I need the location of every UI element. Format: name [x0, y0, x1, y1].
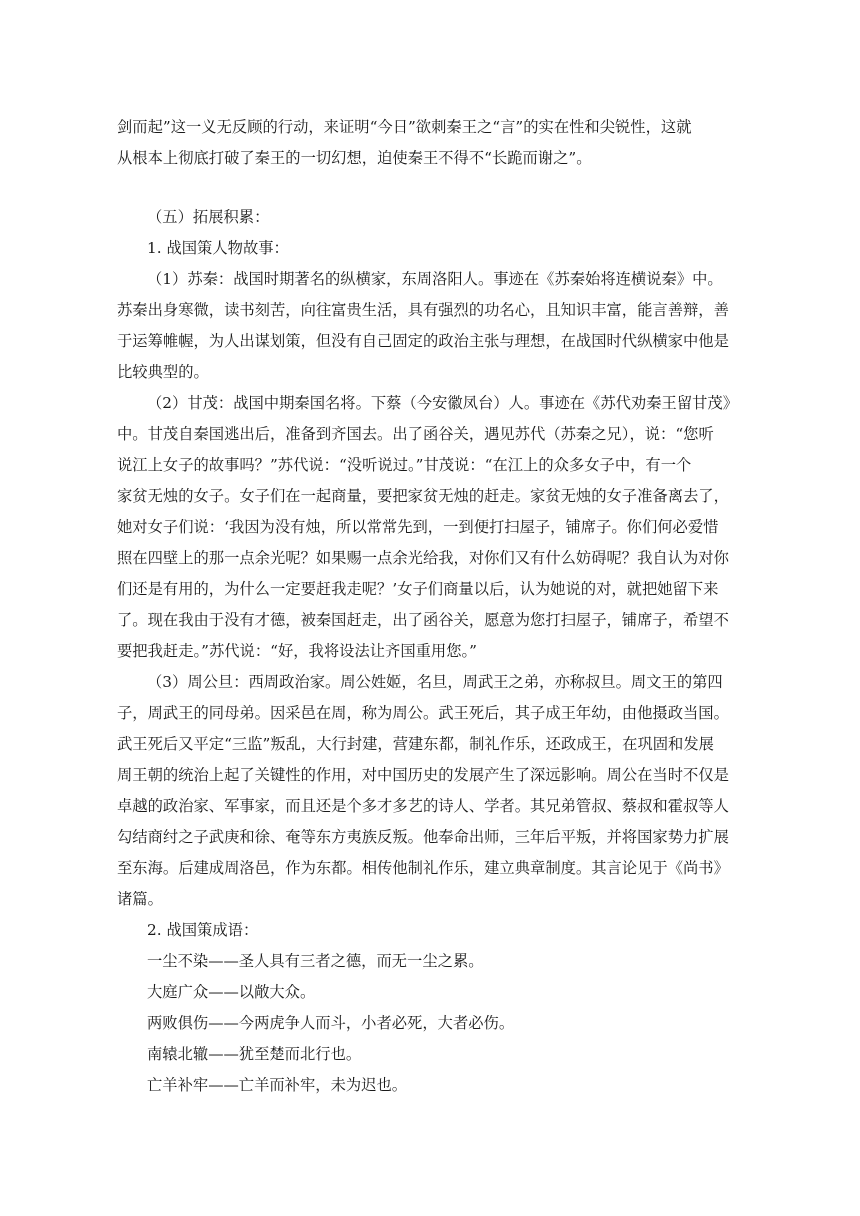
text-line: 苏秦出身寒微，读书刻苦，向往富贵生活，具有强烈的功名心，且知识丰富，能言善辩，善: [117, 301, 729, 319]
text-line: 要把我赶走。”苏代说：“好，我将设法让齐国重用您。”: [117, 642, 477, 660]
text-line: 剑而起”这一义无反顾的行动，来证明“今日”欲刺秦王之“言”的实在性和尖锐性，这就: [117, 118, 692, 136]
text-line: （五）拓展积累：: [147, 208, 270, 226]
paragraph-gap: [117, 174, 745, 202]
text-line: 卓越的政治家、军事家，而且还是个多才多艺的诗人、学者。其兄弟管叔、蔡叔和霍叔等人: [117, 797, 729, 815]
text-line: 至东海。后建成周洛邑，作为东都。相传他制礼作乐，建立典章制度。其言论见于《尚书》: [117, 859, 729, 877]
text-line: 于运筹帷幄，为人出谋划策，但没有自己固定的政治主张与理想，在战国时代纵横家中他是: [117, 332, 729, 350]
text-line: 说江上女子的故事吗？”苏代说：“没听说过。”甘茂说：“在江上的众多女子中，有一个: [117, 456, 692, 474]
text-line: 她对女子们说：‘我因为没有烛，所以常常先到，一到便打扫屋子，铺席子。你们何必爱惜: [117, 518, 719, 536]
text-line: 两败俱伤——今两虎争人而斗，小者必死，大者必伤。: [147, 1014, 515, 1032]
text-line: 大庭广众——以敞大众。: [147, 983, 316, 1001]
text-line: （3）周公旦：西周政治家。周公姓姬，名旦，周武王之弟，亦称叔旦。周文王的第四: [147, 673, 723, 691]
text-line: 照在四壁上的那一点余光呢？如果赐一点余光给我，对你们又有什么妨碍呢？我自认为对你: [117, 549, 729, 567]
text-line: 诸篇。: [117, 890, 163, 908]
text-line: 一尘不染——圣人具有三者之德，而无一尘之累。: [147, 952, 484, 970]
text-line: （1）苏秦：战国时期著名的纵横家，东周洛阳人。事迹在《苏秦始将连横说秦》中。: [147, 270, 723, 288]
text-line: 勾结商纣之子武庚和徐、奄等东方夷族反叛。他奉命出师，三年后平叛，并将国家势力扩展: [117, 828, 729, 846]
text-line: 了。现在我由于没有才德，被秦国赶走，出了函谷关，愿意为您打扫屋子，铺席子，希望不: [117, 611, 729, 629]
text-line: （2）甘茂：战国中期秦国名将。下蔡（今安徽凤台）人。事迹在《苏代劝秦王留甘茂》: [147, 394, 739, 412]
text-line: 家贫无烛的女子。女子们在一起商量，要把家贫无烛的赶走。家贫无烛的女子准备离去了，: [117, 487, 729, 505]
text-line: 周王朝的统治上起了关键性的作用，对中国历史的发展产生了深远影响。周公在当时不仅是: [117, 766, 729, 784]
text-line: 从根本上彻底打破了秦王的一切幻想，迫使秦王不得不“长跪而谢之”。: [117, 149, 592, 167]
text-line: 1. 战国策人物故事：: [147, 239, 289, 257]
text-line: 中。甘茂自秦国逃出后，准备到齐国去。出了函谷关，遇见苏代（苏秦之兄），说：“您听: [117, 425, 714, 443]
text-line: 比较典型的。: [117, 363, 209, 381]
text-line: 子，周武王的同母弟。因采邑在周，称为周公。武王死后，其子成王年幼，由他摄政当国。: [117, 704, 729, 722]
text-line: 武王死后又平定“三监”叛乱，大行封建，营建东都，制礼作乐，还政成王，在巩固和发展: [117, 735, 714, 753]
document-page: [117, 112, 745, 1101]
text-line: 亡羊补牢——亡羊而补牢，未为迟也。: [147, 1076, 408, 1094]
text-line: 2. 战国策成语：: [147, 921, 259, 939]
text-line: 们还是有用的，为什么一定要赶我走呢？’女子们商量以后，认为她说的对，就把她留下来: [117, 580, 719, 598]
text-line: 南辕北辙——犹至楚而北行也。: [147, 1045, 362, 1063]
